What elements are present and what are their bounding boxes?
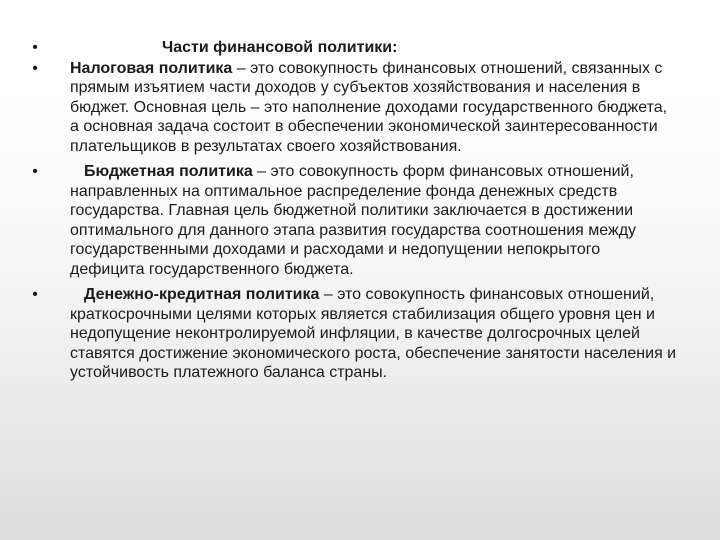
definition-tax-policy: – это совокупность финансовых отношений, связанных с прямым изъятием части доходов у субъектов хозяйствования и населения в бюджет. Основная цель – это наполнение доходами государственного бюджета, а основная задача состоит в обеспечении экономической заинтересованности плательщиков в результатах своего хозяйствования. [70, 59, 668, 155]
section-title: Части финансовой политики: [162, 39, 398, 56]
term-budget-policy: Бюджетная политика [84, 163, 253, 180]
definition-budget-policy: – это совокупность форм финансовых отношений, направленных на оптимальное распределение фонда денежных средств государства. Главная цель бюджетной политики заключается в достижении оптимального для данного этапа развития государства соотношения между государственными доходами и расходами и недопущении непокрытого дефицита государственного бюджета. [70, 163, 637, 278]
bullet-list [28, 38, 678, 383]
term-monetary-policy: Денежно-кредитная политика [84, 286, 320, 303]
definition-monetary-policy: – это совокупность финансовых отношений, краткосрочными целями которых является стабилизация общего уровня цен и недопущение неконтролируемой инфляции, в качестве долгосрочных целей ставятся достижение экономического роста, обеспечение занятости населения и устойчивость платежного баланса страны. [70, 286, 677, 381]
list-item-tax-policy [28, 59, 678, 157]
bullet-icon: • [32, 286, 38, 303]
list-item-title [28, 38, 678, 58]
bullet-icon: • [32, 39, 38, 56]
list-item-monetary-policy [28, 285, 678, 383]
bullet-icon: • [32, 163, 38, 180]
term-tax-policy: Налоговая политика [70, 59, 233, 77]
list-item-budget-policy [28, 162, 678, 279]
bullet-icon: • [32, 59, 38, 77]
